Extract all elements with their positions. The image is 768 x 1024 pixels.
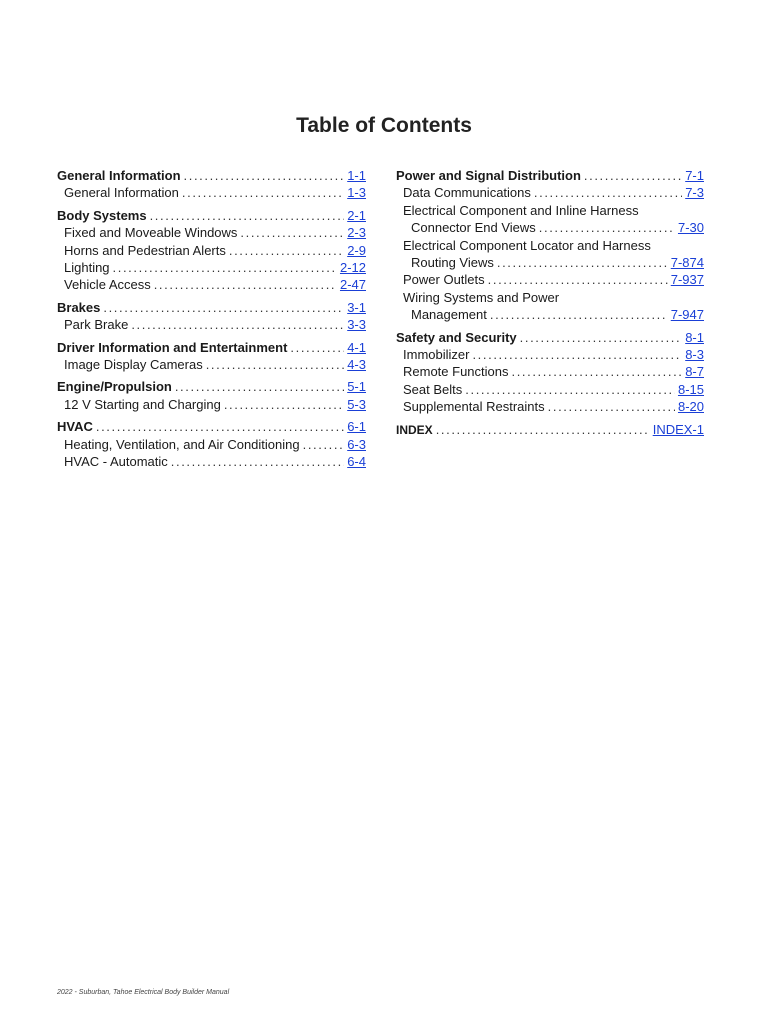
- toc-entry[interactable]: [57, 242, 366, 259]
- toc-entry[interactable]: [57, 356, 366, 373]
- toc-entry-label: Horns and Pedestrian Alerts: [64, 242, 226, 258]
- toc-entry[interactable]: [396, 363, 704, 380]
- toc-entry-label: Remote Functions: [403, 364, 509, 380]
- toc-page-link[interactable]: 3-3: [347, 317, 366, 333]
- toc-page-link[interactable]: 3-1: [347, 299, 366, 315]
- leader-dots: [96, 418, 344, 435]
- leader-dots: [512, 363, 683, 380]
- leader-dots: [303, 436, 345, 453]
- toc-page-link[interactable]: 8-3: [685, 347, 704, 363]
- toc-page-link[interactable]: 1-3: [347, 185, 366, 201]
- toc-section[interactable]: [396, 167, 704, 184]
- toc-section[interactable]: [396, 329, 704, 346]
- leader-dots: [175, 378, 344, 395]
- toc-page-link[interactable]: INDEX-1: [652, 421, 704, 437]
- toc-entry-label: Connector End Views: [411, 220, 536, 236]
- toc-section[interactable]: [57, 418, 366, 435]
- toc-entry-label: Fixed and Moveable Windows: [64, 225, 238, 241]
- leader-dots: [520, 329, 683, 346]
- toc-section-title: Power and Signal Distribution: [396, 168, 581, 183]
- toc-page-link[interactable]: 6-1: [347, 419, 366, 435]
- toc-section[interactable]: [57, 299, 366, 316]
- leader-dots: [539, 219, 675, 236]
- toc-section-title: General Information: [57, 168, 181, 183]
- toc-section-title: Brakes: [57, 299, 101, 315]
- toc-page-link[interactable]: 5-3: [347, 396, 366, 412]
- toc-entry-label: Power Outlets: [403, 272, 485, 288]
- leader-dots: [150, 207, 345, 224]
- toc-page-link[interactable]: 6-3: [347, 436, 366, 452]
- toc-entry-label: HVAC - Automatic: [64, 454, 168, 470]
- toc-right-column: [396, 167, 704, 439]
- toc-page-link[interactable]: 5-1: [347, 379, 366, 395]
- toc-entry-label-line1: Electrical Component Locator and Harness: [403, 237, 651, 253]
- toc-page-link[interactable]: 7-874: [670, 255, 704, 271]
- toc-section-title: Engine/Propulsion: [57, 379, 172, 395]
- leader-dots: [171, 453, 344, 470]
- toc-left-column: [57, 167, 366, 471]
- toc-entry-label: Heating, Ventilation, and Air Conditioning: [64, 436, 300, 452]
- toc-page-link[interactable]: 4-1: [347, 339, 366, 355]
- toc-section[interactable]: [57, 207, 366, 224]
- leader-dots: [113, 259, 337, 276]
- leader-dots: [182, 184, 344, 201]
- toc-entry-label: Vehicle Access: [64, 277, 151, 293]
- toc-entry[interactable]: [396, 184, 704, 201]
- toc-entry[interactable]: [57, 276, 366, 293]
- toc-page-link[interactable]: 8-1: [685, 329, 704, 345]
- toc-entry-label: General Information: [64, 185, 179, 201]
- toc-entry[interactable]: [396, 219, 704, 236]
- toc-page-link[interactable]: 7-3: [685, 185, 704, 201]
- toc-entry[interactable]: [57, 436, 366, 453]
- toc-entry[interactable]: [57, 396, 366, 413]
- toc-page-link[interactable]: 2-1: [347, 207, 366, 223]
- toc-entry[interactable]: [396, 306, 704, 323]
- leader-dots: [103, 299, 344, 316]
- toc-entry-label: Data Communications: [403, 185, 531, 201]
- toc-section[interactable]: [57, 378, 366, 395]
- leader-dots: [131, 316, 344, 333]
- toc-page-link[interactable]: 8-15: [677, 381, 704, 397]
- toc-page-link[interactable]: 2-47: [339, 277, 366, 293]
- toc-entry-label: Management: [411, 307, 487, 323]
- toc-entry[interactable]: [396, 254, 704, 271]
- leader-dots: [229, 242, 344, 259]
- leader-dots: [206, 356, 344, 373]
- toc-page-link[interactable]: 2-9: [347, 242, 366, 258]
- toc-entry[interactable]: [396, 398, 704, 415]
- toc-entry-label-line1: Wiring Systems and Power: [403, 289, 560, 305]
- leader-dots: [497, 254, 668, 271]
- toc-entry-label: Immobilizer: [403, 347, 470, 363]
- page-footer: 2022 - Suburban, Tahoe Electrical Body Builder Manual: [57, 989, 230, 996]
- toc-entry[interactable]: [396, 346, 704, 363]
- leader-dots: [465, 381, 675, 398]
- toc-page-link[interactable]: 6-4: [347, 454, 366, 470]
- leader-dots: [154, 276, 337, 293]
- leader-dots: [548, 398, 675, 415]
- leader-dots: [488, 271, 668, 288]
- leader-dots: [290, 339, 344, 356]
- toc-page-link[interactable]: 8-7: [685, 364, 704, 380]
- toc-section[interactable]: [57, 167, 366, 184]
- leader-dots: [472, 346, 682, 363]
- toc-entry[interactable]: [57, 224, 366, 241]
- toc-entry-label: Park Brake: [64, 317, 129, 333]
- toc-section-title: Body Systems: [57, 207, 147, 223]
- toc-page-link[interactable]: 7-30: [677, 220, 704, 236]
- toc-page-link[interactable]: 2-12: [339, 260, 366, 276]
- toc-section-title: Driver Information and Entertainment: [57, 339, 288, 355]
- toc-page-link[interactable]: 1-1: [347, 168, 366, 183]
- toc-entry-label: Image Display Cameras: [64, 357, 203, 373]
- leader-dots: [490, 306, 668, 323]
- toc-entry-label: Supplemental Restraints: [403, 399, 545, 415]
- toc-section-title: Safety and Security: [396, 329, 517, 345]
- toc-index-entry[interactable]: [396, 421, 704, 439]
- toc-entry-label: Routing Views: [411, 255, 494, 271]
- toc-entry-label: Seat Belts: [403, 381, 463, 397]
- leader-dots: [534, 184, 682, 201]
- leader-dots: [184, 167, 345, 184]
- toc-page-link[interactable]: 7-937: [670, 272, 704, 288]
- toc-page-link[interactable]: 2-3: [347, 225, 366, 241]
- page-title: Table of Contents: [296, 114, 472, 137]
- toc-page-link[interactable]: 4-3: [347, 357, 366, 373]
- toc-page-link[interactable]: 7-947: [670, 307, 704, 323]
- toc-section[interactable]: [57, 339, 366, 356]
- toc-section-title: HVAC: [57, 419, 93, 435]
- toc-page-link[interactable]: 7-1: [685, 168, 704, 183]
- toc-section-title: INDEX: [396, 422, 433, 437]
- toc-entry[interactable]: [396, 271, 704, 288]
- toc-entry-label: 12 V Starting and Charging: [64, 396, 221, 412]
- toc-entry-label-line1: Electrical Component and Inline Harness: [403, 202, 639, 218]
- toc-entry[interactable]: [57, 259, 366, 276]
- toc-entry[interactable]: [396, 381, 704, 398]
- toc-entry[interactable]: [57, 184, 366, 201]
- leader-dots: [224, 396, 344, 413]
- toc-page-link[interactable]: 8-20: [677, 399, 704, 415]
- leader-dots: [584, 167, 682, 184]
- toc-entry[interactable]: [57, 316, 366, 333]
- toc-entry-label: Lighting: [64, 260, 110, 276]
- leader-dots: [240, 224, 344, 241]
- leader-dots: [436, 421, 650, 438]
- toc-entry[interactable]: [57, 453, 366, 470]
